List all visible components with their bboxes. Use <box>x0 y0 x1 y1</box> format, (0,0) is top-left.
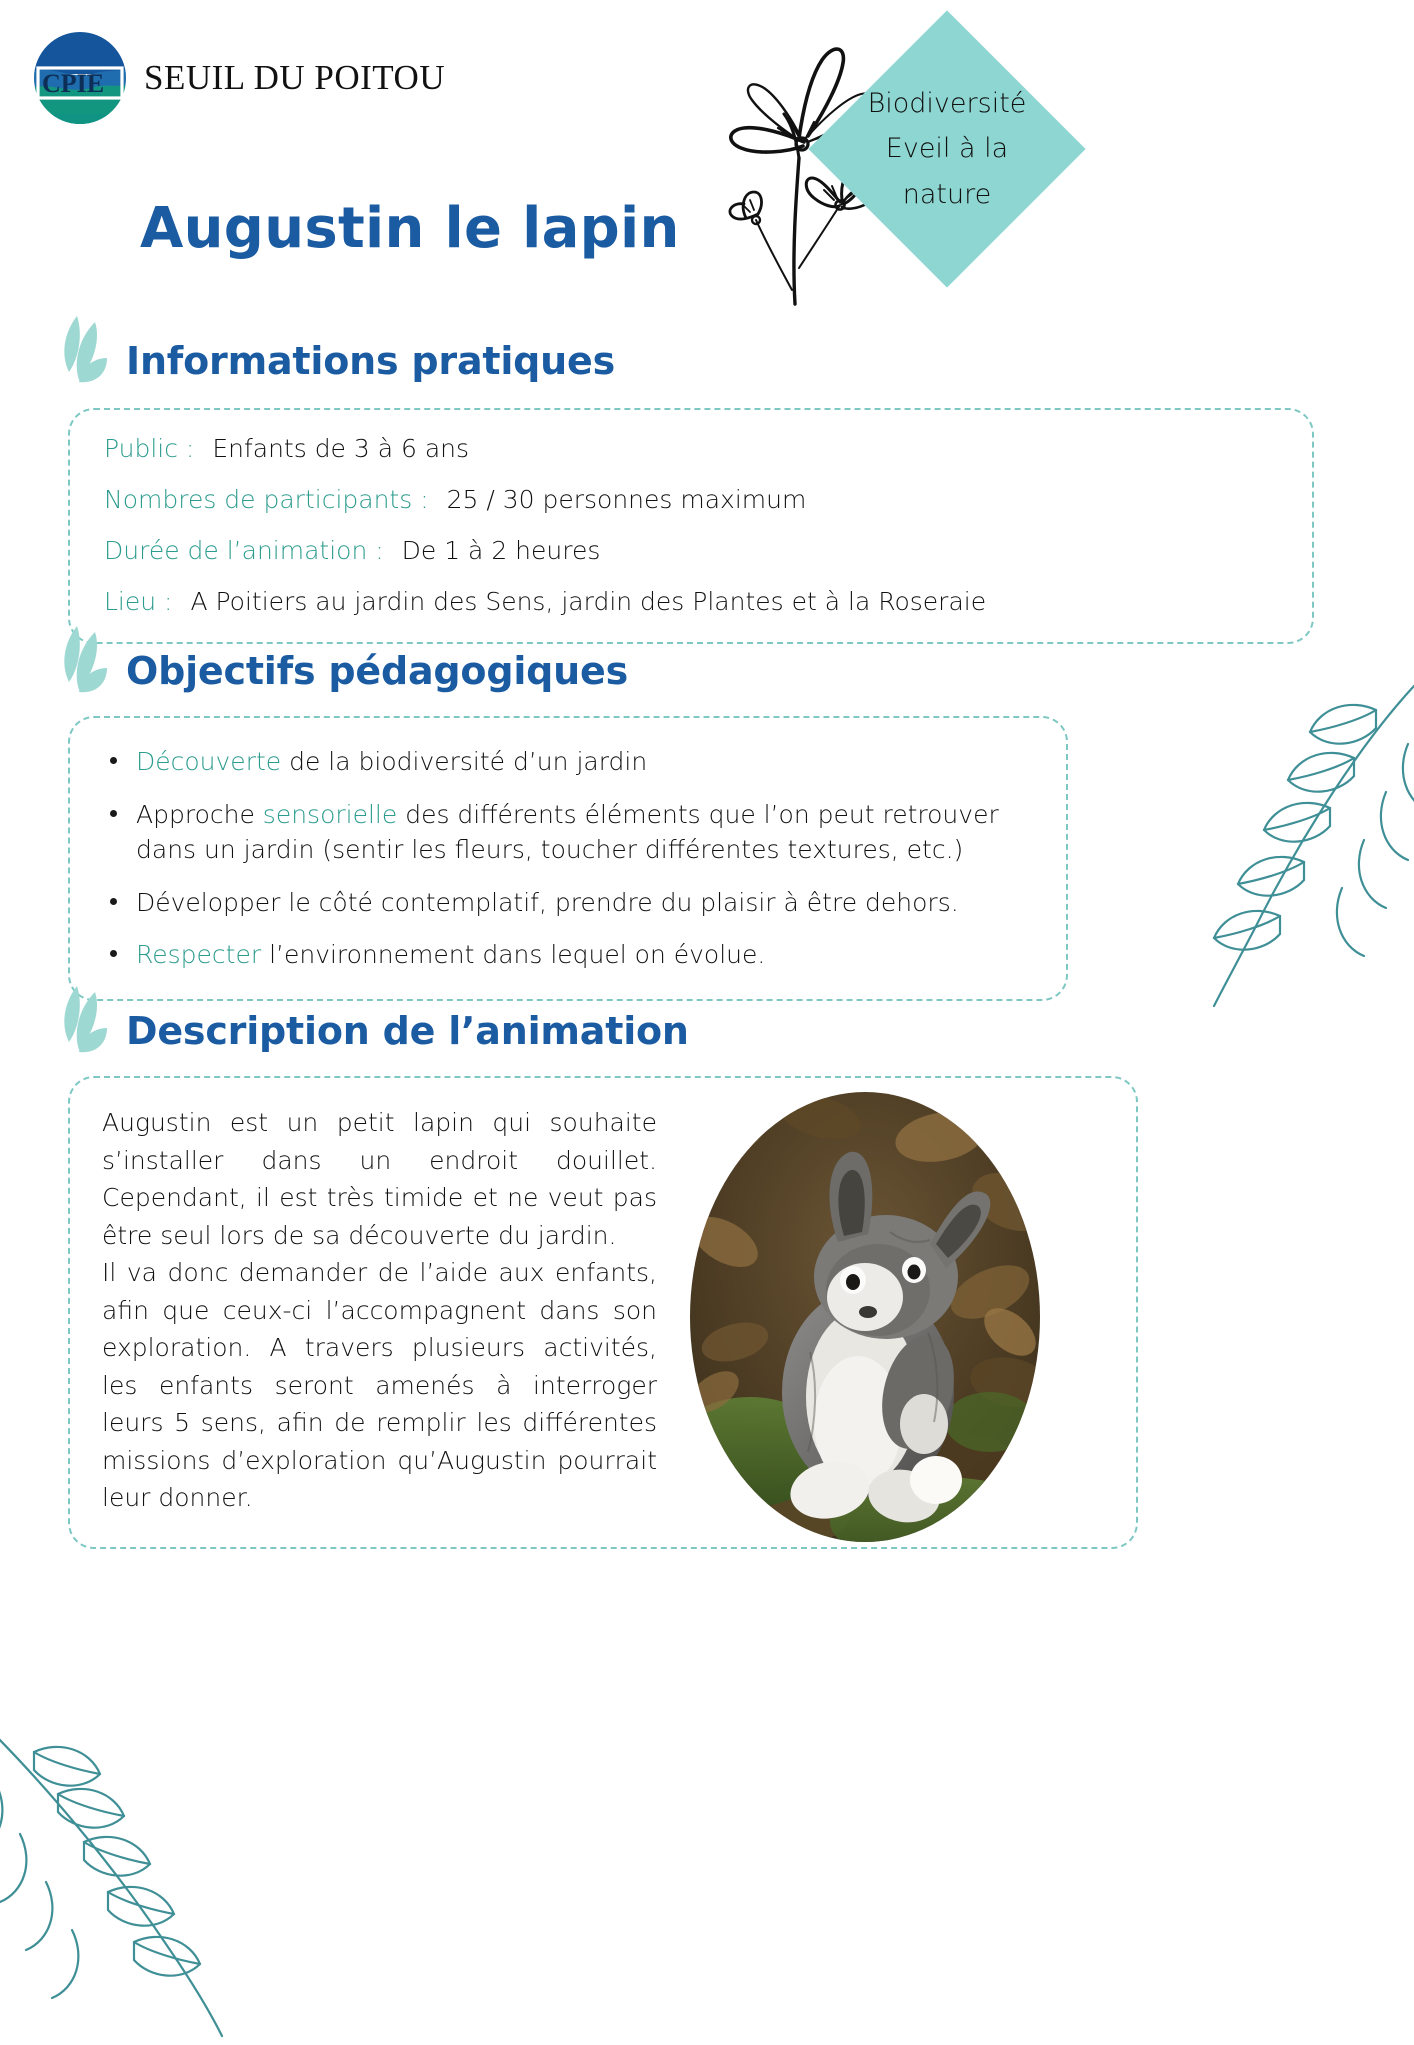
info-row <box>104 487 1278 512</box>
list-item-text: de la biodiversité d’un jardin <box>281 747 648 776</box>
info-value: Enfants de 3 à 6 ans <box>212 434 470 463</box>
section-header <box>0 330 1414 392</box>
info-value: A Poitiers au jardin des Sens, jardin des Plantes et à la Roseraie <box>190 587 987 616</box>
page-header <box>0 0 1414 310</box>
badge-line-1: Biodiversité <box>867 88 1027 120</box>
list-item <box>92 744 1036 780</box>
badge-line-2: Eveil à la <box>885 133 1009 165</box>
description-text <box>102 1104 657 1517</box>
info-row <box>104 589 1278 614</box>
info-label: Public : <box>104 434 195 463</box>
informations-box <box>68 408 1314 644</box>
keyword-highlight: Découverte <box>136 747 282 776</box>
section-header <box>0 1000 1414 1062</box>
info-label: Durée de l’animation : <box>104 536 384 565</box>
list-item <box>92 797 1036 868</box>
section-title: Informations pratiques <box>126 339 616 383</box>
badge-text <box>812 14 1082 284</box>
list-item-text: Développer le côté contemplatif, prendre du plaisir à être dehors. <box>136 887 959 917</box>
list-item-text: l’environnement dans lequel on évolue. <box>261 940 766 969</box>
keyword-highlight: Respecter <box>136 940 262 969</box>
info-row <box>104 538 1278 563</box>
section-objectifs-pedagogiques <box>0 640 1414 1001</box>
description-paragraph-2: Il va donc demander de l’aide aux enfants, afin que ceux-ci l’accompagnent dans son exploration. A travers plusieurs activités, les enfants seront amenés à interroger leurs 5 sens, afin de remplir les différentes missions d’exploration qu’Augustin pourrait leur donner. <box>102 1258 657 1512</box>
section-title: Objectifs pédagogiques <box>126 649 628 693</box>
theme-badge <box>812 14 1082 284</box>
leaf-trio-icon <box>55 624 117 698</box>
list-item <box>92 937 1036 973</box>
objectifs-box <box>68 716 1068 1001</box>
section-header <box>0 640 1414 702</box>
leaf-branch-icon <box>0 1710 320 2040</box>
description-paragraph-1: Augustin est un petit lapin qui souhaite s’installer dans un endroit douillet. Cependant, il est très timide et ne veut pas être seul lors de sa découverte du jardin. <box>102 1108 657 1250</box>
leaf-trio-icon <box>55 314 117 388</box>
info-value: De 1 à 2 heures <box>401 536 601 565</box>
objectifs-list <box>92 744 1036 973</box>
keyword-highlight: sensorielle <box>262 799 398 829</box>
plush-rabbit-photo <box>690 1092 1040 1542</box>
info-value: 25 / 30 personnes maximum <box>446 485 807 514</box>
info-row <box>104 436 1278 461</box>
organization-logo <box>30 28 445 128</box>
info-label: Lieu : <box>104 587 173 616</box>
list-item-text: des différents éléments que l’on peut retrouver dans un jardin (sentir les fleurs, toucher différentes textures, etc.) <box>136 799 999 864</box>
logo-wordmark: SEUIL DU POITOU <box>144 58 446 97</box>
leaf-trio-icon <box>55 984 117 1058</box>
cpie-circle-logo-icon <box>30 28 130 128</box>
list-item <box>92 885 1036 921</box>
info-label: Nombres de participants : <box>104 485 429 514</box>
page-title: Augustin le lapin <box>140 196 680 261</box>
list-item-prefix: Approche <box>136 799 263 829</box>
section-informations-pratiques <box>0 330 1414 644</box>
section-title: Description de l’animation <box>126 1009 689 1053</box>
svg-text:CPIE: CPIE <box>42 69 105 98</box>
badge-line-3: nature <box>902 178 992 210</box>
